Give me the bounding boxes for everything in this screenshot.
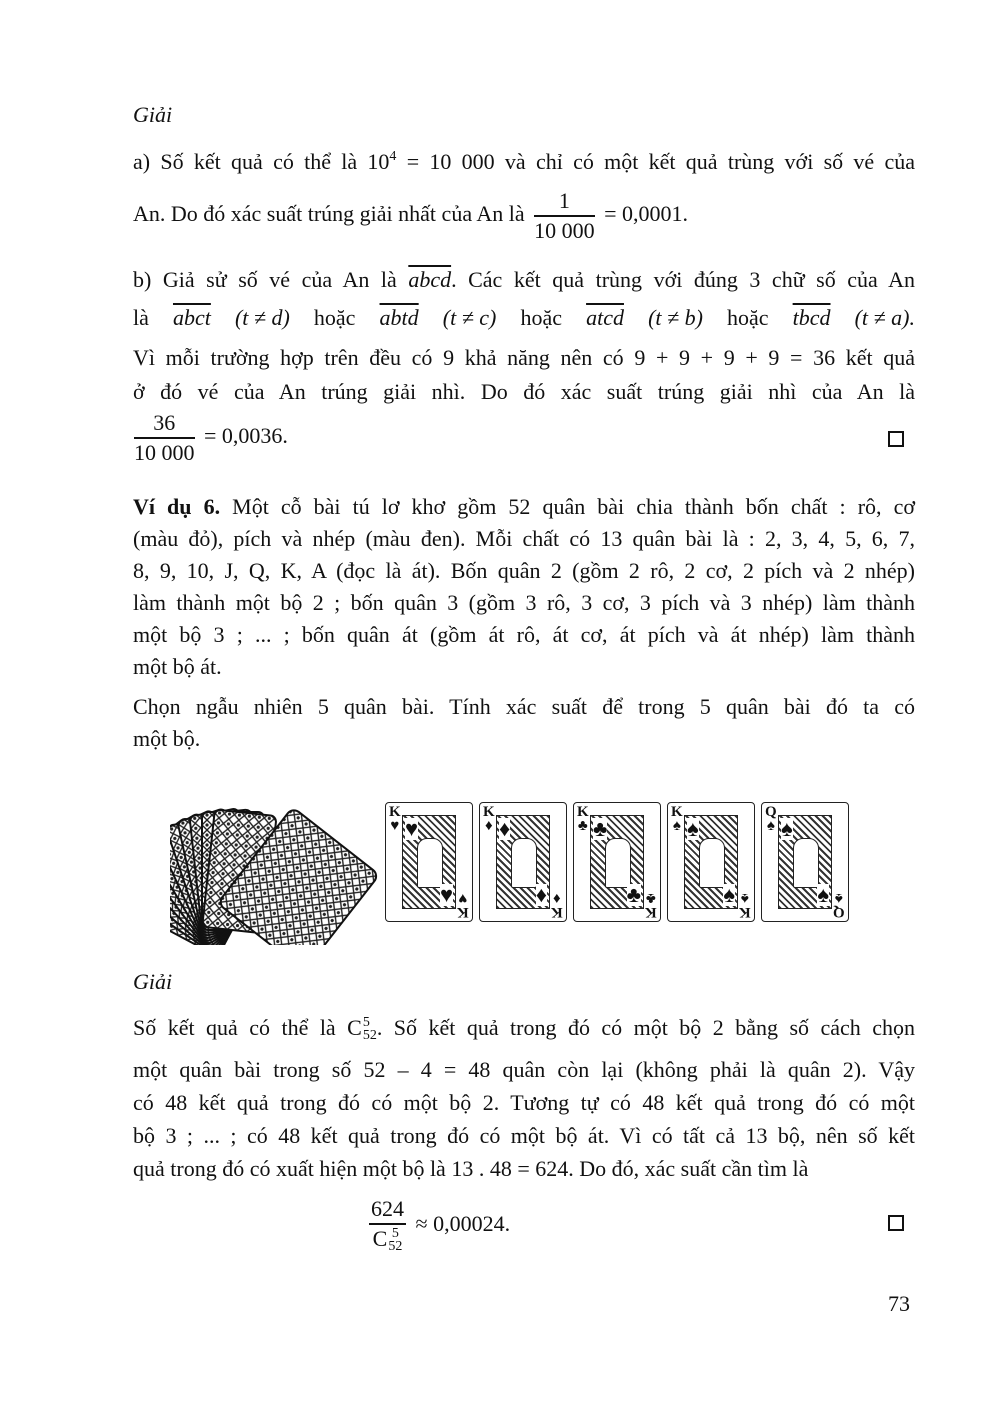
page-number: 73: [888, 1291, 910, 1316]
overlined-number: atcd: [586, 305, 624, 330]
example-6-line-2: (màu đỏ), pích và nhép (màu đen). Mỗi chất có 13 quân bài là : 2, 3, 4, 5, 6, 7,: [133, 526, 915, 551]
card-index-inverted: K ♥: [457, 890, 469, 920]
diamond-icon: ♦: [499, 816, 511, 841]
fraction-denominator: 10 000: [534, 218, 595, 243]
part-b-text: b) Giả sử số vé của An là: [133, 267, 397, 292]
card-index-inverted: Q ♠: [833, 890, 845, 920]
card-index: K ♣: [577, 804, 589, 834]
diamond-icon: ♦: [535, 882, 547, 907]
spade-icon: ♠: [687, 816, 699, 841]
question-line-1: Chọn ngẫu nhiên 5 quân bài. Tính xác suất để trong 5 quân bài đó ta có: [133, 694, 915, 719]
diamond-icon: ♦: [485, 818, 493, 834]
court-figure-icon: [402, 815, 456, 909]
spade-icon: ♠: [781, 816, 793, 841]
part-a-text-cont: = 10 000 và chỉ có một kết quả trùng với số vé của: [396, 149, 915, 174]
solution-2-line-3: có 48 kết quả trong đó có một bộ 2. Tương tự có 48 kết quả trong đó có một: [133, 1090, 915, 1115]
playing-card-q-spade: [761, 802, 849, 922]
combination-k: 5: [391, 1226, 399, 1242]
condition-text: (t ≠ c): [442, 305, 497, 330]
example-6-line-6: một bộ át.: [133, 654, 222, 679]
card-index: K ♥: [389, 804, 401, 834]
playing-card-k-diamond: [479, 802, 567, 922]
court-portrait: [511, 838, 537, 888]
final-result: ≈ 0,00024.: [415, 1210, 511, 1236]
diamond-icon: ♦: [553, 890, 561, 906]
connector-text: hoặc: [727, 305, 769, 330]
card-index: K ♠: [671, 804, 683, 834]
overlined-number: abtd: [379, 305, 419, 330]
example-6-line-1: [133, 492, 915, 522]
combination-indices: [363, 1017, 377, 1042]
exponent: 4: [389, 149, 397, 164]
example-6-line-5: một bộ 3 ; ... ; bốn quân át (gồm át rô, át cơ, át pích và át nhép) làm thành: [133, 622, 915, 647]
overlined-number: abcd: [408, 267, 452, 292]
connector-text: là: [133, 305, 149, 330]
court-figure-icon: [778, 815, 832, 909]
part-a-text: a) Số kết quả có thể là 10: [133, 149, 390, 174]
part-a-text: An. Do đó xác suất trúng giải nhất của An là: [133, 201, 525, 227]
spade-icon: ♠: [766, 818, 775, 834]
court-figure-icon: [590, 815, 644, 909]
spade-icon: ♠: [672, 818, 681, 834]
heart-icon: ♥: [439, 882, 453, 907]
question-line-2: một bộ.: [133, 726, 201, 751]
fraction-denominator: 10 000: [134, 440, 195, 465]
fraction-numerator: 624: [369, 1198, 406, 1225]
final-formula: [365, 1198, 665, 1254]
fraction-36-over-10000: [134, 412, 195, 464]
combination-c: C: [372, 1226, 388, 1251]
solution-2-line-5: quả trong đó có xuất hiện một bộ là 13 . 48 = 624. Do đó, xác suất cần tìm là: [133, 1156, 809, 1181]
court-figure-icon: [496, 815, 550, 909]
club-icon: ♣: [593, 816, 608, 841]
spade-icon: ♠: [741, 890, 750, 906]
example-6-line-3: 8, 9, 10, J, Q, K, A (đọc là át). Bốn quân 2 (gồm 2 rô, 2 cơ, 2 pích và 2 nhép): [133, 558, 915, 583]
court-portrait: [793, 838, 819, 888]
part-a-result: = 0,0001.: [604, 201, 689, 227]
solution-2-line-2: một quân bài trong số 52 – 4 = 48 quân còn lại (không phải là quân 2). Vậy: [133, 1057, 915, 1082]
playing-card-k-spade: [667, 802, 755, 922]
combination-n: 52: [362, 1027, 377, 1043]
court-figure-icon: [684, 815, 738, 909]
court-portrait: [417, 838, 443, 888]
solution-heading: Giải: [133, 102, 173, 127]
solution-text: Số kết quả có thể là C: [133, 1015, 362, 1040]
combination-n: 52: [388, 1238, 403, 1254]
fraction-numerator: 36: [134, 412, 195, 439]
part-b-line-3: Vì mỗi trường hợp trên đều có 9 khả năng nên có 9 + 9 + 9 + 9 = 36 kết quả: [133, 345, 915, 370]
court-portrait: [699, 838, 725, 888]
fraction-1-over-10000: [534, 190, 595, 242]
part-b-line-5: [130, 412, 912, 464]
condition-text: (t ≠ b): [648, 305, 703, 330]
example-label: Ví dụ 6.: [133, 494, 221, 519]
fraction-denominator: [369, 1225, 406, 1254]
solution-heading-2: Giải: [133, 969, 173, 994]
fanned-card-deck-icon: [170, 780, 380, 945]
combination-k: 5: [362, 1015, 370, 1031]
playing-card-k-heart: [385, 802, 473, 922]
spade-icon: ♠: [723, 882, 735, 907]
connector-text: hoặc: [313, 305, 356, 330]
heart-icon: ♥: [405, 816, 419, 841]
condition-text: (t ≠ d): [234, 305, 290, 330]
club-icon: ♣: [626, 882, 641, 907]
part-b-line-4: ở đó vé của An trúng giải nhì. Do đó xác suất trúng giải nhì của An là: [133, 379, 915, 404]
spade-icon: ♠: [817, 882, 829, 907]
part-b-line-1: [133, 265, 915, 295]
overlined-number: abct: [172, 305, 211, 330]
card-index-inverted: K ♣: [645, 890, 657, 920]
part-b-text-cont: . Các kết quả trùng với đúng 3 chữ số của An: [451, 267, 916, 292]
card-index: K ♦: [483, 804, 495, 834]
club-icon: ♣: [646, 890, 657, 906]
part-b-line-2: [133, 303, 915, 333]
solution-2-line-4: bộ 3 ; ... ; có 48 kết quả trong đó có một bộ át. Vì có tất cả 13 bộ, nên số kết: [133, 1123, 915, 1148]
solution-2-line-1: [133, 1013, 915, 1043]
heart-icon: ♥: [458, 890, 468, 906]
overlined-number: tbcd: [792, 305, 831, 330]
spade-icon: ♠: [835, 890, 844, 906]
club-icon: ♣: [577, 818, 588, 834]
condition-text: (t ≠ a).: [854, 305, 915, 330]
solution-text-cont: . Số kết quả trong đó có một bộ 2 bằng số cách chọn: [376, 1015, 915, 1040]
heart-icon: ♥: [390, 818, 400, 834]
qed-square-icon: [888, 431, 904, 447]
fraction-numerator: 1: [534, 190, 595, 217]
fraction-624-over-c52-5: [369, 1198, 406, 1254]
card-index-inverted: K ♠: [739, 890, 751, 920]
example-text: Một cỗ bài tú lơ khơ gồm 52 quân bài chia thành bốn chất : rô, cơ: [220, 494, 915, 519]
playing-cards-figure: [170, 780, 860, 945]
card-index: Q ♠: [765, 804, 777, 834]
qed-square-icon-2: [888, 1215, 904, 1231]
example-6-line-4: làm thành một bộ 2 ; bốn quân 3 (gồm 3 rô, 3 cơ, 3 pích và 3 nhép) làm thành: [133, 590, 915, 615]
part-a-line-1: [133, 147, 915, 177]
card-index-inverted: K ♦: [551, 890, 563, 920]
part-a-line-2: [133, 190, 915, 242]
connector-text: hoặc: [520, 305, 562, 330]
playing-card-k-club: [573, 802, 661, 922]
court-portrait: [605, 838, 631, 888]
part-b-result: = 0,0036.: [204, 423, 288, 449]
